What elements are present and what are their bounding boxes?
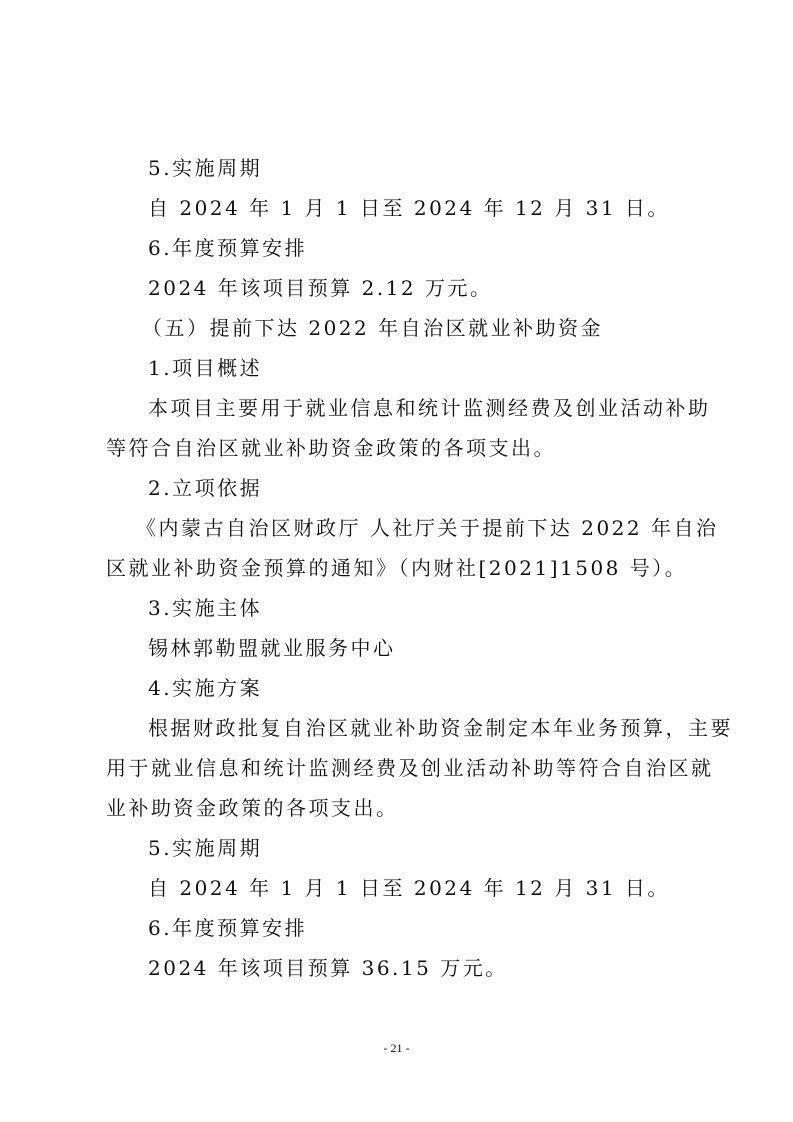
paragraph-line: 业补助资金政策的各项支出。 <box>106 796 399 820</box>
paragraph-line: 2024 年该项目预算 2.12 万元。 <box>148 276 493 300</box>
page-number: - 21 - <box>383 1041 410 1055</box>
paragraph-line: 锡林郭勒盟就业服务中心 <box>148 636 396 660</box>
section-heading: 4.实施方案 <box>148 676 263 700</box>
section-heading: 3.实施主体 <box>148 596 263 620</box>
paragraph-line: 《内蒙古自治区财政厅 人社厅关于提前下达 2022 年自治 <box>136 516 719 540</box>
section-heading: 2.立项依据 <box>148 476 263 500</box>
paragraph-line: 区就业补助资金预算的通知》（内财社[2021]1508 号）。 <box>106 556 688 580</box>
paragraph-line: 用于就业信息和统计监测经费及创业活动补助等符合自治区就 <box>106 756 714 780</box>
paragraph-line: 2024 年该项目预算 36.15 万元。 <box>148 956 508 980</box>
subsection-title: （五）提前下达 2022 年自治区就业补助资金 <box>142 316 604 340</box>
section-heading: 6.年度预算安排 <box>148 916 308 940</box>
paragraph-line: 自 2024 年 1 月 1 日至 2024 年 12 月 31 日。 <box>148 196 670 220</box>
section-heading: 5.实施周期 <box>148 836 263 860</box>
paragraph-line: 本项目主要用于就业信息和统计监测经费及创业活动补助 <box>148 396 711 420</box>
paragraph-line: 等符合自治区就业补助资金政策的各项支出。 <box>106 436 556 460</box>
paragraph-line: 自 2024 年 1 月 1 日至 2024 年 12 月 31 日。 <box>148 876 670 900</box>
section-heading: 5.实施周期 <box>148 156 263 180</box>
section-heading: 6.年度预算安排 <box>148 236 308 260</box>
section-heading: 1.项目概述 <box>148 356 263 380</box>
paragraph-line: 根据财政批复自治区就业补助资金制定本年业务预算，主要 <box>148 716 733 740</box>
